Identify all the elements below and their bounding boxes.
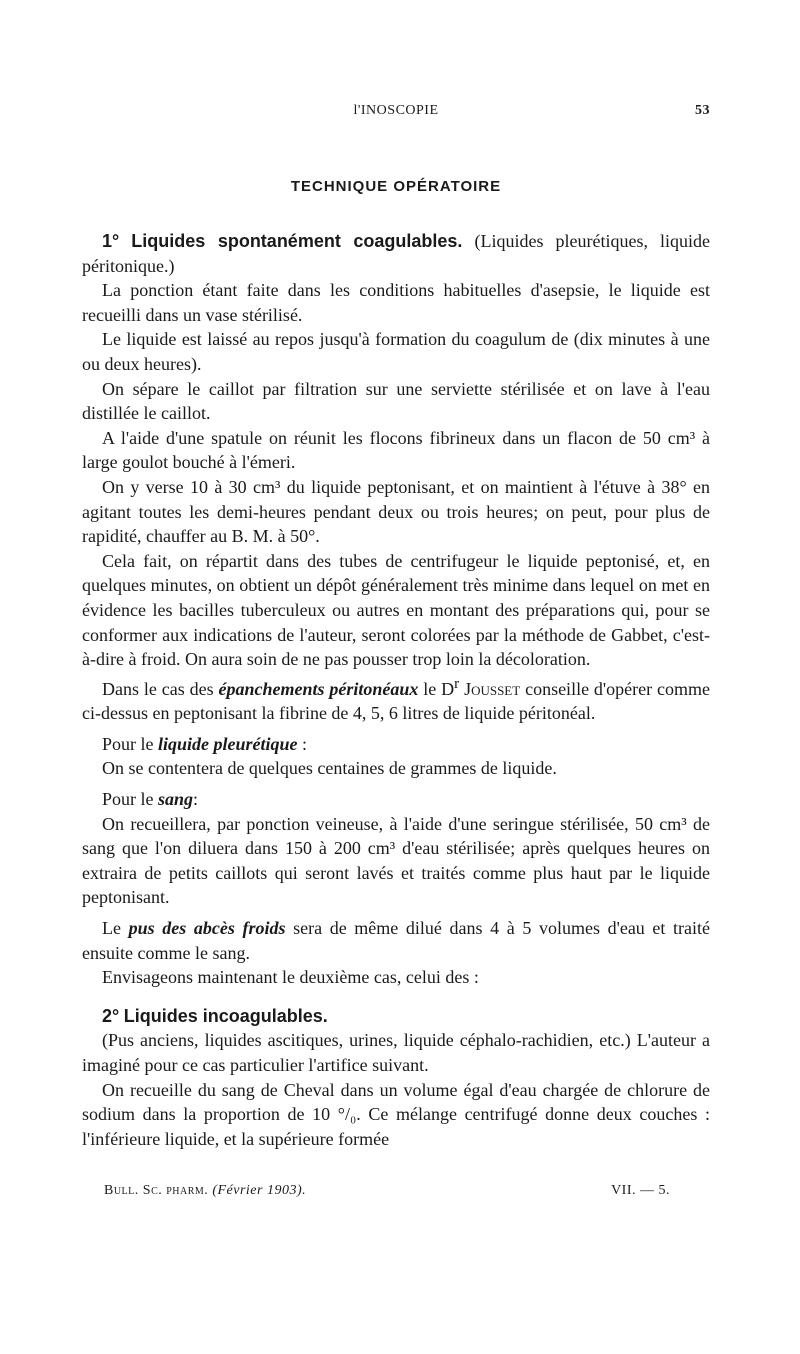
paragraph-4: On sépare le caillot par filtration sur une serviette stérilisée et on lave à l'eau distillée le caillot. bbox=[82, 378, 710, 424]
page-footer bbox=[104, 1183, 670, 1199]
section-heading-2: Liquides incoagulables. bbox=[123, 1005, 328, 1026]
paragraph-7: Cela fait, on répartit dans des tubes de centrifugeur le liquide peptonisé, et, en quelques minutes, on obtient un dépôt généralement très minime dans lequel on met en évidence les bacilles tuberculeux ou autres en montant des préparations qui, pour se conformer aux indications de l'auteur, seront colorées par la méthode de Gabbet, c'est-à-dire à froid. On aura soin de ne pas pousser trop loin la décoloration. bbox=[82, 550, 710, 670]
paragraph-3: Le liquide est laissé au repos jusqu'à formation du coagulum de (dix minutes à une ou deux heures). bbox=[82, 329, 710, 374]
paragraph-11 bbox=[82, 787, 710, 812]
paragraph-13-after: sera de même dilué dans 4 à 5 volumes d'eau et traité ensuite comme le sang. bbox=[82, 918, 711, 963]
paragraph-17: On recueille du sang de Cheval dans un volume égal d'eau chargée de chlorure de sodium dans la proportion de 10 °/₀. Ce mélange centrifugé donne deux couches : l'inférieure liquide, et la supérieure formée bbox=[82, 1079, 710, 1149]
paragraph-14: Envisageons maintenant le deuxième cas, celui des : bbox=[102, 967, 479, 988]
journal-abbreviation: Bull. Sc. pharm. bbox=[104, 1183, 209, 1198]
paragraph-9 bbox=[82, 732, 710, 757]
paragraph-8-after: conseille d'opérer comme ci-dessus en peptonisant la fibrine de 4, 5, 6 litres de liquide péritonéal. bbox=[82, 678, 711, 724]
section-number-1: 1° bbox=[102, 231, 120, 251]
paragraph-11-before: Pour le bbox=[102, 789, 154, 810]
running-title: l'INOSCOPIE bbox=[353, 103, 439, 118]
paragraph-12: On recueillera, par ponction veineuse, à l'aide d'une seringue stérilisée, 50 cm³ de sang que l'on diluera dans 150 à 200 cm³ d'eau stérilisée; après quelques heures on extraira de petits caillots qui seront lavés et traités comme plus haut par le liquide peptonisant. bbox=[82, 813, 710, 908]
signature-mark: VII. — 5. bbox=[611, 1183, 670, 1198]
paragraph-9-after: : bbox=[302, 733, 308, 754]
issue-date: (Février 1903). bbox=[212, 1183, 307, 1198]
author-name: Jousset bbox=[464, 678, 521, 699]
paragraph-13-before: Le bbox=[102, 918, 121, 939]
paragraph-10: On se contentera de quelques centaines de grammes de liquide. bbox=[102, 758, 557, 779]
paragraph-2: La ponction étant faite dans les conditions habituelles d'asepsie, le liquide est recueilli dans un vase stérilisé. bbox=[82, 280, 710, 325]
page-header bbox=[82, 103, 710, 125]
section-title: TECHNIQUE OPÉRATOIRE bbox=[290, 178, 502, 195]
paragraph-16: (Pus anciens, liquides ascitiques, urines, liquide céphalo-rachidien, etc.) L'auteur a imaginé pour ce cas particulier l'artifice suivant. bbox=[82, 1030, 710, 1075]
paragraph-8-before: Dans le cas des bbox=[102, 678, 214, 699]
paragraph-13 bbox=[82, 916, 710, 965]
paragraph-5: A l'aide d'une spatule on réunit les flocons fibrineux dans un flacon de 50 cm³ à large goulot bouché à l'émeri. bbox=[82, 427, 710, 473]
section-number-2: 2° bbox=[102, 1005, 120, 1026]
emphasis-liquide-pleuretique: liquide pleurétique bbox=[158, 733, 298, 754]
paragraph-9-before: Pour le bbox=[102, 733, 154, 754]
doctor-superscript: r bbox=[454, 675, 460, 692]
page-number: 53 bbox=[695, 103, 710, 118]
emphasis-sang: sang bbox=[158, 789, 194, 810]
paragraph-1-text: (Liquides pleurétiques, liquide péritonique.) bbox=[82, 231, 711, 276]
paragraph-15 bbox=[82, 1004, 710, 1029]
body-text bbox=[82, 229, 710, 1151]
emphasis-pus-abces: pus des abcès froids bbox=[128, 918, 286, 939]
section-heading-1: Liquides spontanément coagulables. bbox=[131, 231, 463, 251]
emphasis-epanchements: épanchements péritonéaux bbox=[218, 678, 419, 699]
paragraph-8 bbox=[82, 672, 710, 726]
paragraph-6: On y verse 10 à 30 cm³ du liquide peptonisant, et on maintient à l'étuve à 38° en agitant toutes les demi-heures pendant deux ou trois heures; on peut, pour plus de rapidité, chauffer au B. M. à 50°. bbox=[82, 476, 710, 547]
paragraph-11-after: : bbox=[193, 789, 199, 810]
paragraph-8-middle: le D bbox=[423, 678, 455, 699]
paragraph-1 bbox=[82, 229, 710, 278]
